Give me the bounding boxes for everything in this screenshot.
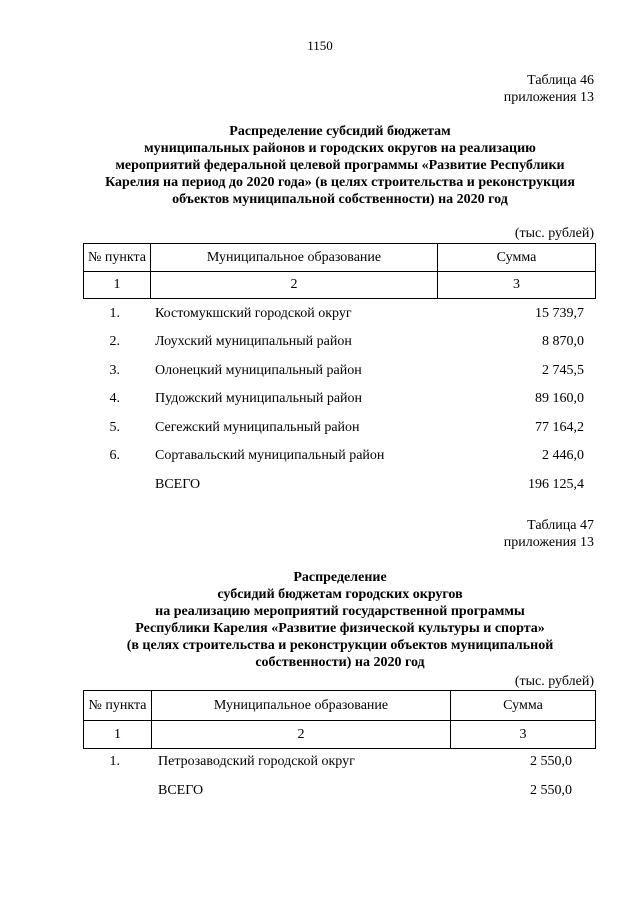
total-sum: 2 550,0: [530, 783, 572, 798]
table46-title-line: муниципальных районов и городских округов на реализацию: [144, 141, 536, 156]
table47-title-line: собственности) на 2020 год: [255, 655, 425, 670]
table-row: [0, 363, 640, 383]
table46-units: (тыс. рублей): [514, 226, 594, 241]
total-label: ВСЕГО: [158, 783, 204, 798]
row-name: Костомукшский городской округ: [155, 306, 352, 321]
row-sum: 8 870,0: [542, 334, 584, 349]
total-label: ВСЕГО: [155, 477, 201, 492]
header-municipality: Муниципальное образование: [152, 691, 451, 721]
table47-caption-line2: приложения 13: [503, 535, 594, 550]
table46-title-line: Карелия на период до 2020 года» (в целях строительства и реконструкция: [105, 175, 575, 190]
table46-title-line: Распределение субсидий бюджетам: [229, 124, 451, 139]
table-total-row: [0, 477, 640, 497]
table-row: [0, 334, 640, 354]
header-sum: Сумма: [451, 691, 596, 721]
row-num: 4.: [109, 391, 120, 406]
row-name: Лоухский муниципальный район: [155, 334, 352, 349]
table46-caption: [504, 72, 594, 106]
row-num: 5.: [109, 420, 120, 435]
row-sum: 2 550,0: [530, 754, 572, 769]
row-name: Олонецкий муниципальный район: [155, 363, 362, 378]
row-name: Пудожский муниципальный район: [155, 391, 363, 406]
row-num: 3.: [109, 363, 120, 378]
table-row: [0, 754, 640, 774]
header-colnum-1: 1: [84, 272, 151, 299]
table46-title-line: объектов муниципальной собственности) на 2020 год: [172, 192, 508, 207]
table47-title-line: Республики Карелия «Развитие физической культуры и спорта»: [135, 621, 545, 636]
table46-title-line: мероприятий федеральной целевой программы «Развитие Республики: [115, 158, 565, 173]
row-sum: 15 739,7: [535, 306, 584, 321]
table46-title: [60, 123, 620, 208]
header-num: № пункта: [84, 244, 151, 272]
row-name: Петрозаводский городской округ: [158, 754, 355, 769]
table-total-row: [0, 783, 640, 803]
table-row: [0, 306, 640, 326]
table47-title-line: (в целях строительства и реконструкции объектов муниципальной: [126, 638, 554, 653]
table-row: [0, 420, 640, 440]
row-num: 2.: [109, 334, 120, 349]
header-colnum-3: 3: [451, 721, 596, 749]
page-number: 1150: [307, 38, 333, 53]
table46-caption-line1: Таблица 46: [527, 73, 594, 88]
header-colnum-1: 1: [84, 721, 152, 749]
table-row: [0, 391, 640, 411]
table46-header: [83, 243, 596, 299]
table47-title-line: Распределение: [293, 570, 387, 585]
row-sum: 2 745,5: [542, 363, 584, 378]
row-num: 1.: [109, 754, 120, 769]
table47-title: [60, 569, 620, 671]
table46-caption-line2: приложения 13: [503, 90, 594, 105]
total-sum: 196 125,4: [528, 477, 584, 492]
header-colnum-2: 2: [151, 272, 438, 299]
header-colnum-2: 2: [152, 721, 451, 749]
table47-units: (тыс. рублей): [514, 674, 594, 689]
header-num: № пункта: [84, 691, 152, 721]
row-num: 1.: [109, 306, 120, 321]
row-num: 6.: [109, 448, 120, 463]
table47-caption-line1: Таблица 47: [527, 518, 594, 533]
row-sum: 77 164,2: [535, 420, 584, 435]
header-sum: Сумма: [438, 244, 596, 272]
row-name: Сегежский муниципальный район: [155, 420, 360, 435]
table47-title-line: на реализацию мероприятий государственной программы: [155, 604, 525, 619]
row-sum: 89 160,0: [535, 391, 584, 406]
row-sum: 2 446,0: [542, 448, 584, 463]
table47-header: [83, 690, 596, 749]
header-colnum-3: 3: [438, 272, 596, 299]
row-name: Сортавальский муниципальный район: [155, 448, 385, 463]
table-row: [0, 448, 640, 468]
table47-title-line: субсидий бюджетам городских округов: [217, 587, 463, 602]
table47-caption: [504, 517, 594, 551]
header-municipality: Муниципальное образование: [151, 244, 438, 272]
